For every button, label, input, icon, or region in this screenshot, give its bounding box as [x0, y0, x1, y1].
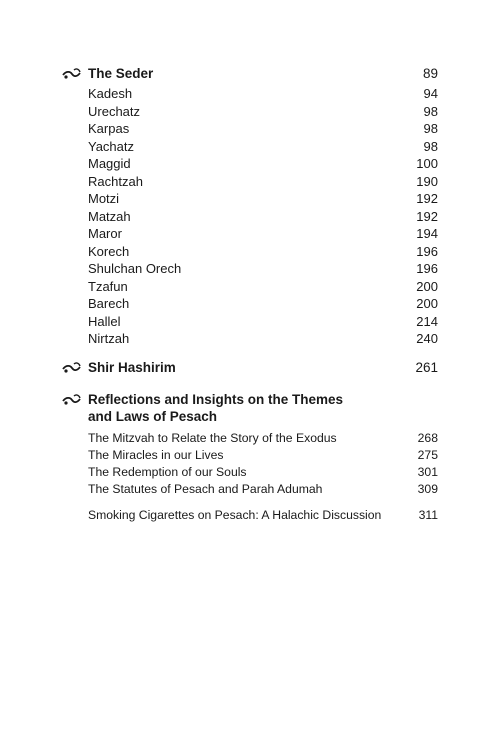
page-number: 100 [416, 156, 438, 171]
toc-entry[interactable] [88, 464, 438, 480]
entry-label: Korech [88, 244, 130, 259]
toc-entry[interactable] [88, 139, 438, 155]
entry-label: Rachtzah [88, 174, 143, 189]
page-number: 192 [416, 191, 438, 206]
toc-entry[interactable] [88, 226, 438, 242]
toc-entry[interactable] [88, 331, 438, 347]
page-number: 89 [422, 66, 438, 81]
section-title-line2: and Laws of Pesach [88, 409, 218, 424]
page-number: 190 [416, 174, 438, 189]
entry-label: Yachatz [88, 139, 135, 154]
page-number: 196 [416, 261, 438, 276]
page-number: 275 [417, 448, 438, 462]
page-number: 94 [423, 86, 438, 101]
page-number: 194 [416, 226, 438, 241]
toc-entry[interactable] [88, 296, 438, 312]
page-number: 98 [423, 139, 438, 154]
entry-label: Barech [88, 296, 130, 311]
entry-label: Motzi [88, 191, 120, 206]
page-number: 309 [417, 482, 438, 496]
entry-label: The Statutes of Pesach and Parah Adumah [88, 482, 323, 496]
toc-entry[interactable] [88, 86, 438, 102]
toc-entry[interactable] [88, 430, 438, 446]
toc-entry[interactable] [88, 447, 438, 463]
toc-entry[interactable] [88, 174, 438, 190]
entry-label: Kadesh [88, 86, 133, 101]
section-title-line1: Reflections and Insights on the Themes [88, 392, 344, 407]
entry-label: The Mitzvah to Relate the Story of the Exodus [88, 431, 337, 445]
page-number: 214 [416, 314, 438, 329]
entry-label: Urechatz [88, 104, 141, 119]
page-number: 240 [416, 331, 438, 346]
toc-entry[interactable] [88, 156, 438, 172]
toc-entry[interactable] [88, 507, 438, 523]
section-title: The Seder [88, 66, 154, 81]
entry-label: Maror [88, 226, 122, 241]
entry-label: Maggid [88, 156, 131, 171]
entry-label: Karpas [88, 121, 130, 136]
toc-entry[interactable] [88, 104, 438, 120]
toc-entry[interactable] [88, 481, 438, 497]
page-number: 311 [418, 508, 438, 522]
toc-entry[interactable] [88, 209, 438, 225]
entry-label: The Miracles in our Lives [88, 448, 224, 462]
toc-entry[interactable] [88, 279, 438, 295]
page-number: 98 [423, 121, 438, 136]
entry-label: Tzafun [88, 279, 128, 294]
entry-label: Hallel [88, 314, 121, 329]
entry-label: The Redemption of our Souls [88, 465, 247, 479]
page-number: 301 [417, 465, 438, 479]
page-number: 268 [417, 431, 438, 445]
ornament-icon [62, 392, 82, 408]
page-number: 261 [415, 360, 438, 375]
toc-entry[interactable] [88, 261, 438, 277]
page-number: 200 [416, 279, 438, 294]
toc-entry[interactable] [88, 121, 438, 137]
entry-label: Smoking Cigarettes on Pesach: A Halachic Discussion [88, 508, 382, 522]
ornament-icon [62, 360, 82, 376]
section-title: Shir Hashirim [88, 360, 176, 375]
page-number: 98 [423, 104, 438, 119]
ornament-icon [62, 66, 82, 82]
page-number: 200 [416, 296, 438, 311]
page-number: 192 [416, 209, 438, 224]
toc-entry[interactable] [88, 314, 438, 330]
toc-entry[interactable] [88, 244, 438, 260]
page-number: 196 [416, 244, 438, 259]
entry-label: Matzah [88, 209, 131, 224]
toc-entry[interactable] [88, 191, 438, 207]
entry-label: Shulchan Orech [88, 261, 182, 276]
entry-label: Nirtzah [88, 331, 130, 346]
